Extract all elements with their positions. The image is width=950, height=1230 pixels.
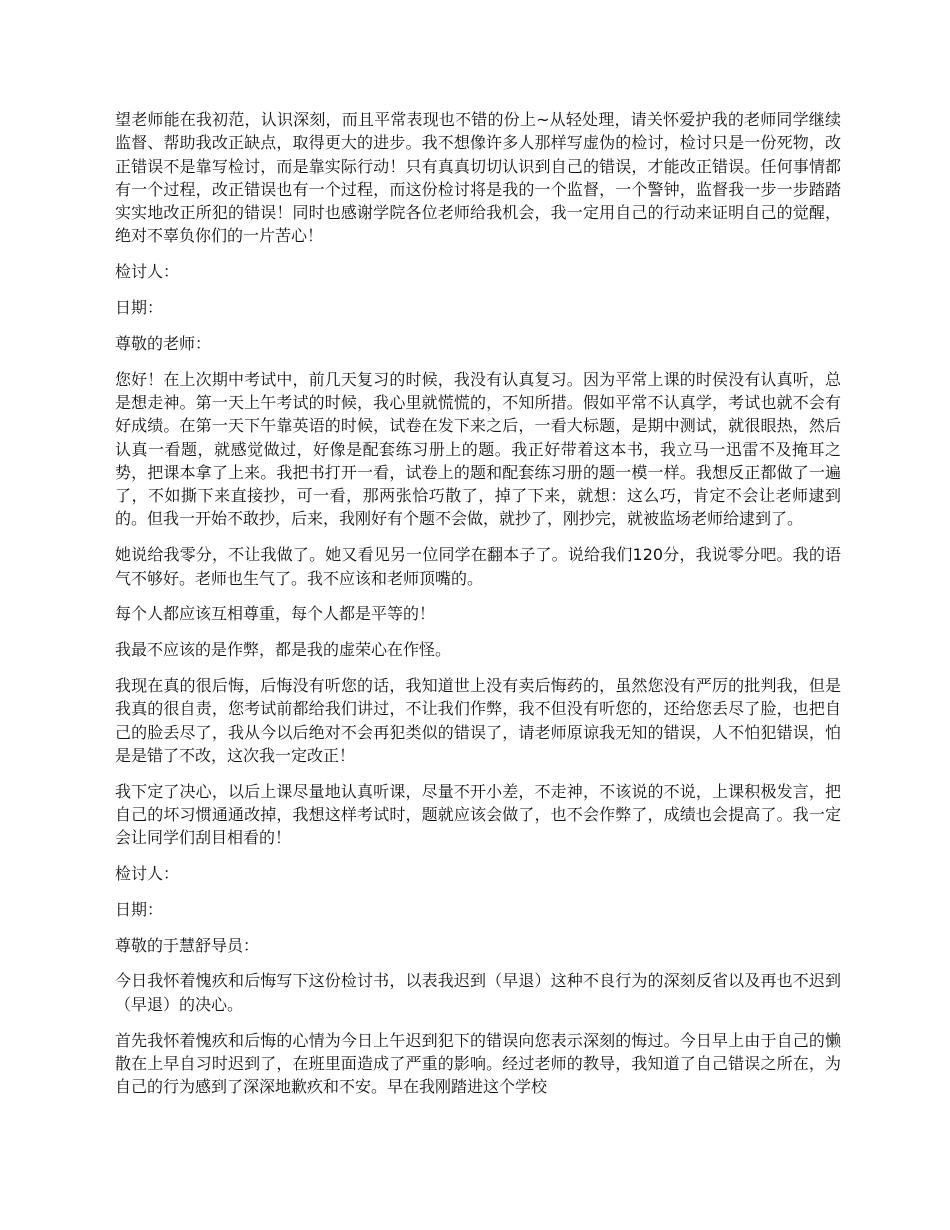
paragraph-teacher-response: 她说给我零分，不让我做了。她又看见另一位同学在翻本子了。说给我们120分，我说零分吧。我的语气不够好。老师也生气了。我不应该和老师顶嘴的。 xyxy=(115,545,841,588)
paragraph-intro: 今日我怀着愧疚和后悔写下这份检讨书，以表我迟到（早退）这种不良行为的深刻反省以及再也不迟到（早退）的决心。 xyxy=(115,971,841,1014)
paragraph-apology: 首先我怀着愧疚和后悔的心情为今日上午迟到犯下的错误向您表示深刻的悔过。今日早上由于自己的懒散在上早自习时迟到了，在班里面造成了严重的影响。经过老师的教导，我知道了自己错误之所在，为自己的行为感到了深深地歉疚和不安。早在我刚踏进这个学校 xyxy=(115,1030,841,1097)
paragraph-cheating: 我最不应该的是作弊，都是我的虚荣心在作怪。 xyxy=(115,640,452,660)
document-page xyxy=(115,108,841,1111)
paragraph-respect: 每个人都应该互相尊重，每个人都是平等的！ xyxy=(115,604,436,624)
salutation: 尊敬的老师： xyxy=(115,333,212,353)
signature-label: 检讨人： xyxy=(115,262,180,282)
date-label: 日期： xyxy=(115,899,164,919)
salutation: 尊敬的于慧舒导员： xyxy=(115,935,260,955)
date-label: 日期： xyxy=(115,298,164,318)
paragraph-exam-account: 您好！在上次期中考试中，前几天复习的时候，我没有认真复习。因为平常上课的时侯没有认真听，总是想走神。第一天上午考试的时候，我心里就慌慌的，不知所措。假如平常不认真学，考试也就不会有好成绩。在第一天下午靠英语的时候，试卷在发下来之后，一看大标题，是期中测试，就很眼热，然后认真一看题，就感觉做过，好像是配套练习册上的题。我正好带着这本书，我立马一迅雷不及掩耳之势，把课本拿了上来。我把书打开一看，试卷上的题和配套练习册的题一模一样。我想反正都做了一遍了，不如撕下来直接抄，可一看，那两张恰巧散了，掉了下来，就想：这么巧，肯定不会让老师逮到的。但我一开始不敢抄，后来，我刚好有个题不会做，就抄了，刚抄完，就被监场老师给逮到了。 xyxy=(115,369,841,529)
paragraph-resolution: 我下定了决心，以后上课尽量地认真听课，尽量不开小差，不走神，不该说的不说，上课积极发言，把自己的坏习惯通通改掉，我想这样考试时，题就应该会做了，也不会作弊了，成绩也会提高了。我一定会让同学们刮目相看的！ xyxy=(115,781,841,848)
paragraph-regret: 我现在真的很后悔，后悔没有听您的话，我知道世上没有卖后悔药的，虽然您没有严厉的批判我，但是我真的很自责，您考试前都给我们讲过，不让我们作弊，我不但没有听您的，还给您丢尽了脸，也把自己的脸丢尽了，我从今以后绝对不会再犯类似的错误了，请老师原谅我无知的错误，人不怕犯错误，怕是是错了不改，这次我一定改正！ xyxy=(115,675,841,765)
signature-label: 检讨人： xyxy=(115,864,180,884)
paragraph-plea: 望老师能在我初范，认识深刻，而且平常表现也不错的份上~从轻处理，请关怀爱护我的老师同学继续监督、帮助我改正缺点，取得更大的进步。我不想像许多人那样写虚伪的检讨，检讨只是一份死物，改正错误不是靠写检讨，而是靠实际行动！只有真真切切认识到自己的错误，才能改正错误。任何事情都有一个过程，改正错误也有一个过程，而这份检讨将是我的一个监督，一个警钟，监督我一步一步踏踏实实地改正所犯的错误！同时也感谢学院各位老师给我机会，我一定用自己的行动来证明自己的觉醒，绝对不辜负你们的一片苦心！ xyxy=(115,110,841,246)
